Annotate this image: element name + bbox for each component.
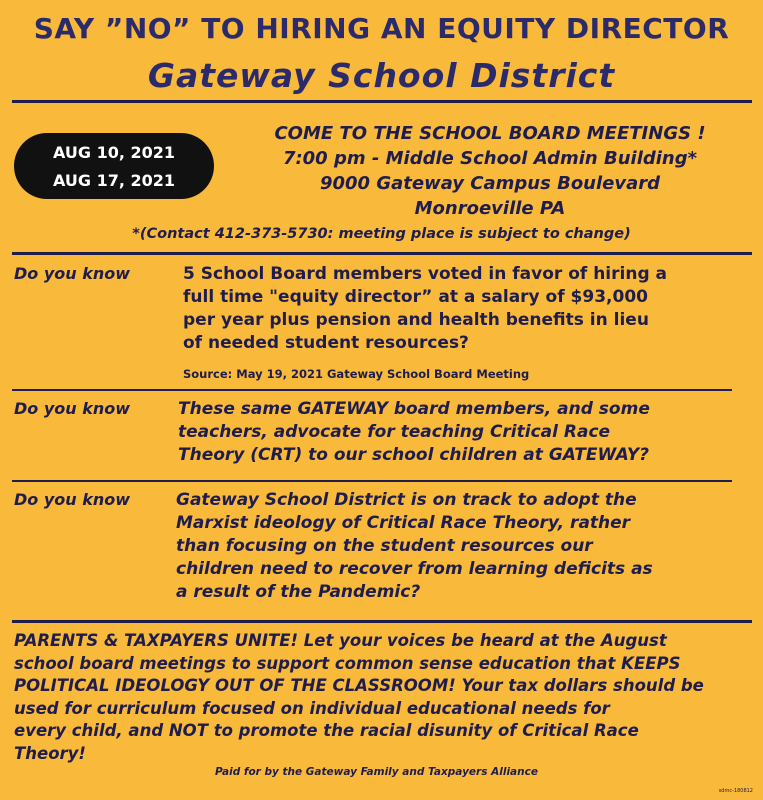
header-divider (12, 100, 752, 103)
closing-line: school board meetings to support common sense education that KEEPS (14, 653, 681, 673)
contact-note: *(Contact 412-373-5730: meeting place is subject to change) (132, 226, 631, 242)
meeting-date-1: AUG 10, 2021 (52, 143, 176, 162)
closing-line: used for curriculum focused on individual educational needs for (14, 698, 610, 718)
question-line: These same GATEWAY board members, and some (178, 399, 650, 419)
question-text (176, 489, 653, 604)
question-line: a result of the Pandemic? (176, 582, 421, 602)
closing-divider (12, 620, 752, 623)
do-you-know-label: Do you know (14, 264, 131, 283)
closing-line: PARENTS & TAXPAYERS UNITE! Let your voices be heard at the August (14, 631, 667, 650)
question-line: teachers, advocate for teaching Critical Race (178, 422, 611, 442)
source-citation: Source: May 19, 2021 Gateway School Board Meeting (183, 367, 530, 381)
question-text (178, 398, 650, 467)
meeting-info (230, 121, 750, 221)
question-line: full time "equity director” at a salary of $93,000 (183, 287, 648, 307)
meeting-dates-badge (14, 133, 214, 199)
meeting-line: 9000 Gateway Campus Boulevard (319, 173, 661, 194)
corner-tag: sdmc-180812 (718, 788, 753, 794)
closing-call-to-action (14, 630, 704, 765)
question-line: Marxist ideology of Critical Race Theory, rather (176, 513, 631, 533)
question-line: 5 School Board members voted in favor of hiring a (183, 264, 668, 284)
question-text (183, 263, 667, 355)
closing-line: Theory! (14, 743, 86, 763)
meeting-line: 7:00 pm - Middle School Admin Building* (282, 148, 698, 169)
section-divider (12, 480, 732, 482)
page-title: SAY ”NO” TO HIRING AN EQUITY DIRECTOR (33, 12, 730, 45)
question-line: children need to recover from learning deficits as (176, 559, 653, 579)
meeting-line: COME TO THE SCHOOL BOARD MEETINGS ! (274, 123, 706, 144)
section-divider (12, 252, 752, 255)
closing-line: every child, and NOT to promote the racial disunity of Critical Race (14, 721, 639, 740)
district-subtitle: Gateway School District (147, 56, 616, 95)
do-you-know-label: Do you know (14, 490, 131, 509)
paid-for-disclaimer: Paid for by the Gateway Family and Taxpayers Alliance (215, 766, 538, 778)
closing-line: POLITICAL IDEOLOGY OUT OF THE CLASSROOM! Your tax dollars should be (14, 676, 704, 695)
question-line: of needed student resources? (183, 333, 469, 353)
question-line: per year plus pension and health benefits in lieu (183, 310, 649, 330)
meeting-line: Monroeville PA (414, 198, 566, 219)
meeting-date-2: AUG 17, 2021 (52, 171, 176, 190)
question-line: Theory (CRT) to our school children at GATEWAY? (178, 445, 650, 465)
do-you-know-label: Do you know (14, 399, 131, 418)
section-divider (12, 389, 732, 391)
question-line: Gateway School District is on track to adopt the (176, 490, 637, 510)
question-line: than focusing on the student resources our (176, 536, 593, 556)
